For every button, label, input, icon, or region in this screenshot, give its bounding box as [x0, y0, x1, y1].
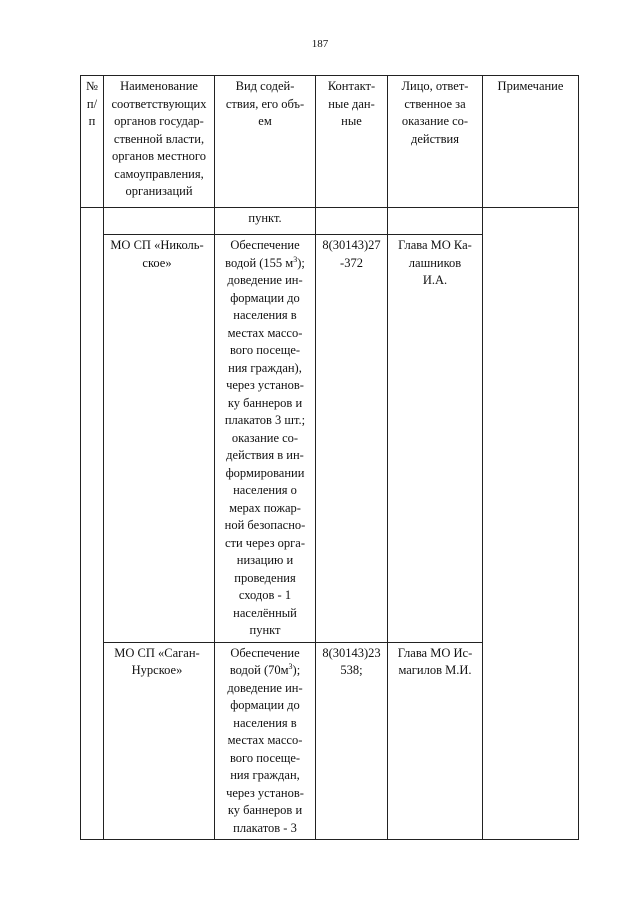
header-org: Наименование соответствующих органов государ- ственной власти, органов местного самоуправления, организаций: [104, 76, 215, 208]
num-cell: [81, 208, 104, 840]
type-cell: Обеспечение водой (155 $м^3$); доведение ин- формации до населения в местах массо- вого посеще- ния граждан), через установ- ку баннеров и плакатов 3 шт.; оказание со- действия в ин- формировании населения о мерах пожар- ной безопасно- сти через орга- низацию и проведения сходов - 1 населённый пункт: [215, 235, 316, 643]
header-contacts: Контакт- ные дан- ные: [316, 76, 388, 208]
contacts-cell: 8(30143)23 538;: [316, 642, 388, 840]
org-cell: МО СП «Николь- ское»: [104, 235, 215, 643]
type-cell: Обеспечение водой $(70м^3)$; доведение ин- формации до населения в местах массо- вого посеще- ния граждан, через установ- ку баннеров и плакатов - 3: [215, 642, 316, 840]
contacts-cell: 8(30143)27 -372: [316, 235, 388, 643]
table-header-row: [81, 76, 579, 208]
note-cell: [483, 208, 579, 840]
header-note: Примечание: [483, 76, 579, 208]
type-cell: пункт.: [215, 208, 316, 235]
org-cell: [104, 208, 215, 235]
header-person: Лицо, ответ- ственное за оказание со- действия: [388, 76, 483, 208]
contacts-cell: [316, 208, 388, 235]
org-cell: МО СП «Саган- Нурское»: [104, 642, 215, 840]
header-type: Вид содей- ствия, его объ- ем: [215, 76, 316, 208]
header-num: № п/ п: [81, 76, 104, 208]
person-cell: [388, 208, 483, 235]
page-number: 187: [311, 38, 329, 50]
assistance-table: [80, 75, 579, 840]
table-row-continuation: [81, 208, 579, 235]
person-cell: Глава МО Ка- лашников И.А.: [388, 235, 483, 643]
person-cell: Глава МО Ис- магилов М.И.: [388, 642, 483, 840]
